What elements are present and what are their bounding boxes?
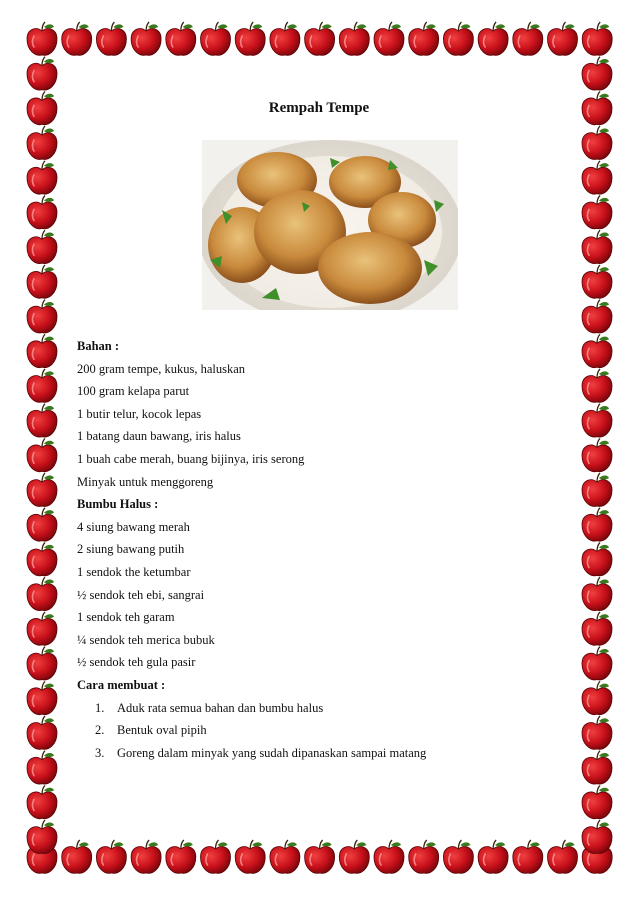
apple-icon	[96, 840, 126, 873]
apple-icon	[548, 840, 578, 873]
bahan-item: 1 buah cabe merah, buang bijinya, iris serong	[77, 451, 305, 466]
step-number: 3.	[95, 745, 105, 760]
apple-icon	[27, 543, 57, 576]
bahan-item: 1 batang daun bawang, iris halus	[77, 429, 241, 444]
apple-icon	[513, 840, 543, 873]
apple-icon	[27, 577, 57, 610]
apple-icon	[443, 22, 473, 55]
apple-icon	[582, 543, 612, 576]
bumbu-item: 1 sendok teh garam	[77, 610, 175, 625]
bahan-item: Minyak untuk menggoreng	[77, 474, 214, 489]
step-number: 2.	[95, 723, 105, 738]
apple-icon	[131, 840, 161, 873]
apple-icon	[582, 369, 612, 402]
apple-icon	[201, 22, 231, 55]
apple-icon	[582, 473, 612, 506]
apple-icon	[27, 438, 57, 471]
apple-icon	[478, 22, 508, 55]
recipe-body	[77, 335, 577, 764]
step-text: Aduk rata semua bahan dan bumbu halus	[117, 700, 324, 715]
bumbu-heading: Bumbu Halus :	[77, 497, 159, 512]
apple-icon	[27, 265, 57, 298]
bumbu-item: 1 sendok the ketumbar	[77, 564, 191, 579]
step-text: Goreng dalam minyak yang sudah dipanaskan sampai matang	[117, 745, 427, 760]
apple-icon	[582, 577, 612, 610]
apple-icon	[166, 840, 196, 873]
apple-icon	[443, 840, 473, 873]
apple-icon	[513, 22, 543, 55]
apple-icon	[582, 438, 612, 471]
cara-heading: Cara membuat :	[77, 677, 166, 692]
apple-icon	[582, 126, 612, 159]
apple-icon	[27, 230, 57, 263]
apple-icon	[270, 840, 300, 873]
apple-icon	[478, 840, 508, 873]
apple-icon	[27, 820, 57, 853]
apple-icon	[62, 840, 92, 873]
apple-icon	[582, 196, 612, 229]
apple-icon	[305, 22, 335, 55]
apple-icon	[27, 473, 57, 506]
apple-icon	[339, 22, 369, 55]
apple-icon	[27, 612, 57, 645]
apple-icon	[166, 22, 196, 55]
apple-icon	[582, 716, 612, 749]
apple-icon	[582, 751, 612, 784]
apple-icon	[27, 161, 57, 194]
apple-icon	[235, 840, 265, 873]
apple-icon	[582, 647, 612, 680]
food-photo	[202, 140, 458, 310]
apple-icon	[27, 126, 57, 159]
apple-icon	[27, 716, 57, 749]
bahan-list	[77, 358, 577, 494]
steps-list	[77, 697, 577, 765]
apple-icon	[582, 57, 612, 90]
apple-icon	[305, 840, 335, 873]
apple-icon	[582, 265, 612, 298]
apple-icon	[374, 840, 404, 873]
apple-icon	[582, 508, 612, 541]
apple-icon	[96, 22, 126, 55]
apple-icon	[27, 22, 57, 55]
apple-icon	[131, 22, 161, 55]
apple-icon	[270, 22, 300, 55]
apple-icon	[582, 300, 612, 333]
bahan-item: 1 butir telur, kocok lepas	[77, 406, 202, 421]
bahan-item: 100 gram kelapa parut	[77, 384, 190, 399]
apple-icon	[27, 751, 57, 784]
bumbu-list	[77, 516, 577, 674]
apple-icon	[582, 612, 612, 645]
bumbu-item: ½ sendok teh gula pasir	[77, 655, 196, 670]
bahan-heading: Bahan :	[77, 339, 120, 353]
step-number: 1.	[95, 700, 105, 715]
bahan-item: 200 gram tempe, kukus, haluskan	[77, 361, 246, 376]
bumbu-item: 2 siung bawang putih	[77, 542, 185, 557]
apple-icon	[235, 22, 265, 55]
apple-icon	[582, 820, 612, 853]
apple-icon	[201, 840, 231, 873]
apple-icon	[27, 404, 57, 437]
apple-icon	[27, 57, 57, 90]
bumbu-item: ½ sendok teh ebi, sangrai	[77, 587, 205, 602]
step-item	[77, 697, 577, 720]
apple-icon	[27, 647, 57, 680]
apple-icon	[582, 161, 612, 194]
step-text: Bentuk oval pipih	[117, 723, 207, 738]
apple-icon	[27, 196, 57, 229]
apple-icon	[62, 22, 92, 55]
apple-icon	[582, 681, 612, 714]
bumbu-item: ¼ sendok teh merica bubuk	[77, 632, 215, 647]
apple-icon	[374, 22, 404, 55]
step-item	[77, 719, 577, 742]
apple-icon	[409, 840, 439, 873]
apple-icon	[582, 785, 612, 818]
apple-icon	[27, 300, 57, 333]
apple-icon	[409, 22, 439, 55]
step-item	[77, 742, 577, 765]
apple-icon	[27, 334, 57, 367]
page-title: Rempah Tempe	[268, 100, 370, 116]
apple-icon	[582, 22, 612, 55]
apple-icon	[548, 22, 578, 55]
apple-icon	[27, 508, 57, 541]
apple-icon	[582, 230, 612, 263]
apple-icon	[27, 681, 57, 714]
apple-icon	[582, 404, 612, 437]
bumbu-item: 4 siung bawang merah	[77, 519, 190, 534]
apple-icon	[27, 369, 57, 402]
apple-icon	[27, 785, 57, 818]
apple-icon	[582, 334, 612, 367]
apple-icon	[339, 840, 369, 873]
